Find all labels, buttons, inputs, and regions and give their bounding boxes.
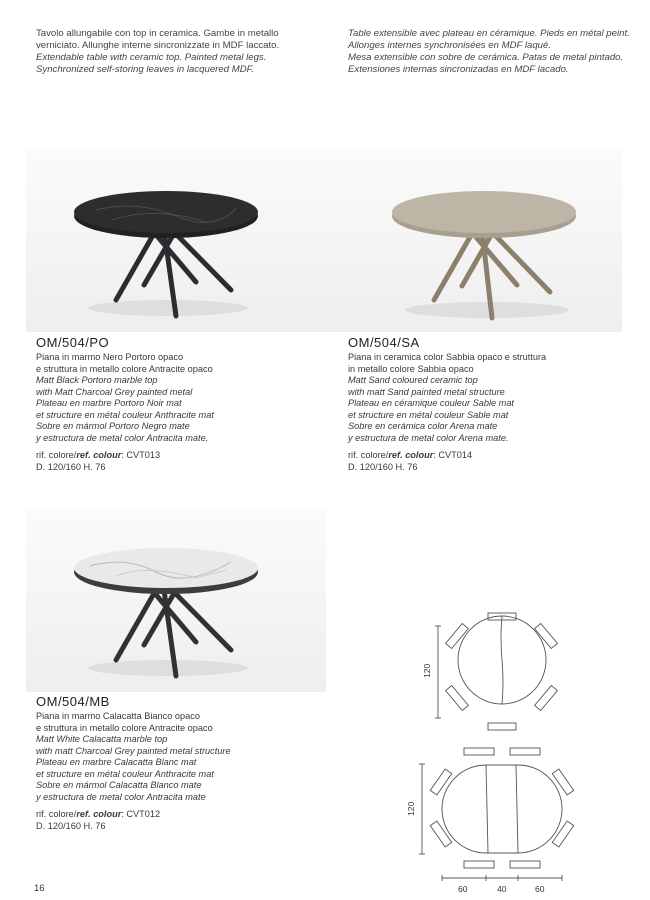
chair-outline <box>552 821 573 847</box>
intro-line: Extensiones internas sincronizadas en MDF lacado. <box>348 64 569 75</box>
dimensions: D. 120/160 H. 76 <box>36 820 106 831</box>
product-code: OM/504/SA <box>348 335 420 350</box>
intro-line: Tavolo allungabile con top in ceramica. Gambe in metallo <box>36 28 279 39</box>
desc-french: Plateau en marbre Calacatta Blanc mat <box>36 757 197 767</box>
desc-italian: Piana in marmo Nero Portoro opaco <box>36 352 184 362</box>
desc-spanish: y estructura de metal color Antracita mate. <box>36 432 209 443</box>
intro-line: Mesa extensible con sobre de cerámica. Patas de metal pintado. <box>348 52 624 63</box>
desc-italian: Piana in marmo Calacatta Bianco opaco <box>36 711 200 721</box>
product-code: OM/504/MB <box>36 694 110 709</box>
ref-code: : CVT012 <box>121 809 161 819</box>
dimensions: D. 120/160 H. 76 <box>36 461 106 472</box>
desc-english: Matt Black Portoro marble top <box>36 375 158 385</box>
desc-english: with matt Sand painted metal structure <box>348 386 505 397</box>
desc-spanish: Sobre en cerámica color Arena mate <box>348 421 498 431</box>
chair-outline <box>446 685 469 710</box>
dim-left-label: 60 <box>458 884 468 894</box>
page-number: 16 <box>34 883 45 894</box>
intro-line: Extendable table with ceramic top. Painted metal legs. <box>36 52 267 63</box>
desc-english: Matt White Calacatta marble top <box>36 734 168 744</box>
color-reference <box>36 450 306 462</box>
chair-outline <box>552 769 573 795</box>
table-dimension-diagram <box>398 600 588 895</box>
ref-label: rif. colore/ <box>36 450 77 460</box>
table-illustration <box>26 150 326 332</box>
ref-label-en: ref. colour <box>388 450 434 460</box>
desc-italian: in metallo colore Sabbia opaco <box>348 363 474 374</box>
intro-line: Synchronized self-storing leaves in lacquered MDF. <box>36 64 254 75</box>
ref-label-en: ref. colour <box>76 809 122 819</box>
intro-italian-english <box>36 28 326 76</box>
desc-english: with Matt Charcoal Grey painted metal <box>36 386 193 397</box>
table-illustration <box>26 510 326 692</box>
desc-italian: Piana in ceramica color Sabbia opaco e struttura <box>348 352 547 362</box>
extended-table-outline <box>442 765 562 853</box>
chair-outline <box>488 723 516 730</box>
round-diameter-label: 120 <box>422 663 432 678</box>
intro-line: Table extensible avec plateau en céramique. Pieds en métal peint. <box>348 28 630 39</box>
ref-label: rif. colore/ <box>36 809 77 819</box>
intro-line: Allonges internes synchronisées en MDF laqué. <box>348 40 552 51</box>
desc-french: et structure en métal couleur Sable mat <box>348 409 509 420</box>
dimensions: D. 120/160 H. 76 <box>348 461 418 472</box>
product-code: OM/504/PO <box>36 335 110 350</box>
chair-outline <box>464 748 494 755</box>
desc-english: with matt Charcoal Grey painted metal structure <box>36 745 231 756</box>
desc-french: Plateau en céramique couleur Sable mat <box>348 398 514 408</box>
desc-english: Matt Sand coloured ceramic top <box>348 375 478 385</box>
ref-label: rif. colore/ <box>348 450 389 460</box>
diagram-svg <box>398 600 588 895</box>
product-block-mb <box>36 694 306 832</box>
chair-outline <box>510 861 540 868</box>
product-block-po <box>36 335 306 473</box>
extended-width-label: 120 <box>406 801 416 816</box>
chair-outline <box>535 685 558 710</box>
desc-french: et structure en métal couleur Anthracite mat <box>36 409 214 420</box>
chair-outline <box>535 623 558 648</box>
chair-outline <box>510 748 540 755</box>
product-photo-sand-ceramic-table <box>322 150 622 332</box>
chair-outline <box>430 769 451 795</box>
table-illustration <box>322 150 622 332</box>
desc-french: et structure en métal couleur Anthracite mat <box>36 768 214 779</box>
desc-spanish: y estructura de metal color Arena mate. <box>348 432 509 443</box>
chair-outline <box>430 821 451 847</box>
color-reference <box>348 450 618 462</box>
dim-right-label: 60 <box>535 884 545 894</box>
intro-line: verniciato. Allunghe interne sincronizzate in MDF laccato. <box>36 40 280 51</box>
product-photo-white-calacatta-table <box>26 510 326 692</box>
desc-spanish: Sobre en mármol Calacatta Blanco mate <box>36 780 202 790</box>
ref-label-en: ref. colour <box>76 450 122 460</box>
round-table-split <box>501 616 503 704</box>
intro-french-spanish <box>348 28 638 76</box>
desc-spanish: Sobre en mármol Portoro Negro mate <box>36 421 190 431</box>
desc-italian: e struttura in metallo colore Antracite opaco <box>36 363 213 374</box>
desc-spanish: y estructura de metal color Antracita mate <box>36 791 206 802</box>
ref-code: : CVT013 <box>121 450 161 460</box>
product-photo-black-portoro-table <box>26 150 326 332</box>
ref-code: : CVT014 <box>433 450 473 460</box>
color-reference <box>36 809 306 821</box>
product-block-sa <box>348 335 618 473</box>
desc-italian: e struttura in metallo colore Antracite opaco <box>36 722 213 733</box>
desc-french: Plateau en marbre Portoro Noir mat <box>36 398 182 408</box>
dim-mid-label: 40 <box>497 884 507 894</box>
chair-outline <box>464 861 494 868</box>
